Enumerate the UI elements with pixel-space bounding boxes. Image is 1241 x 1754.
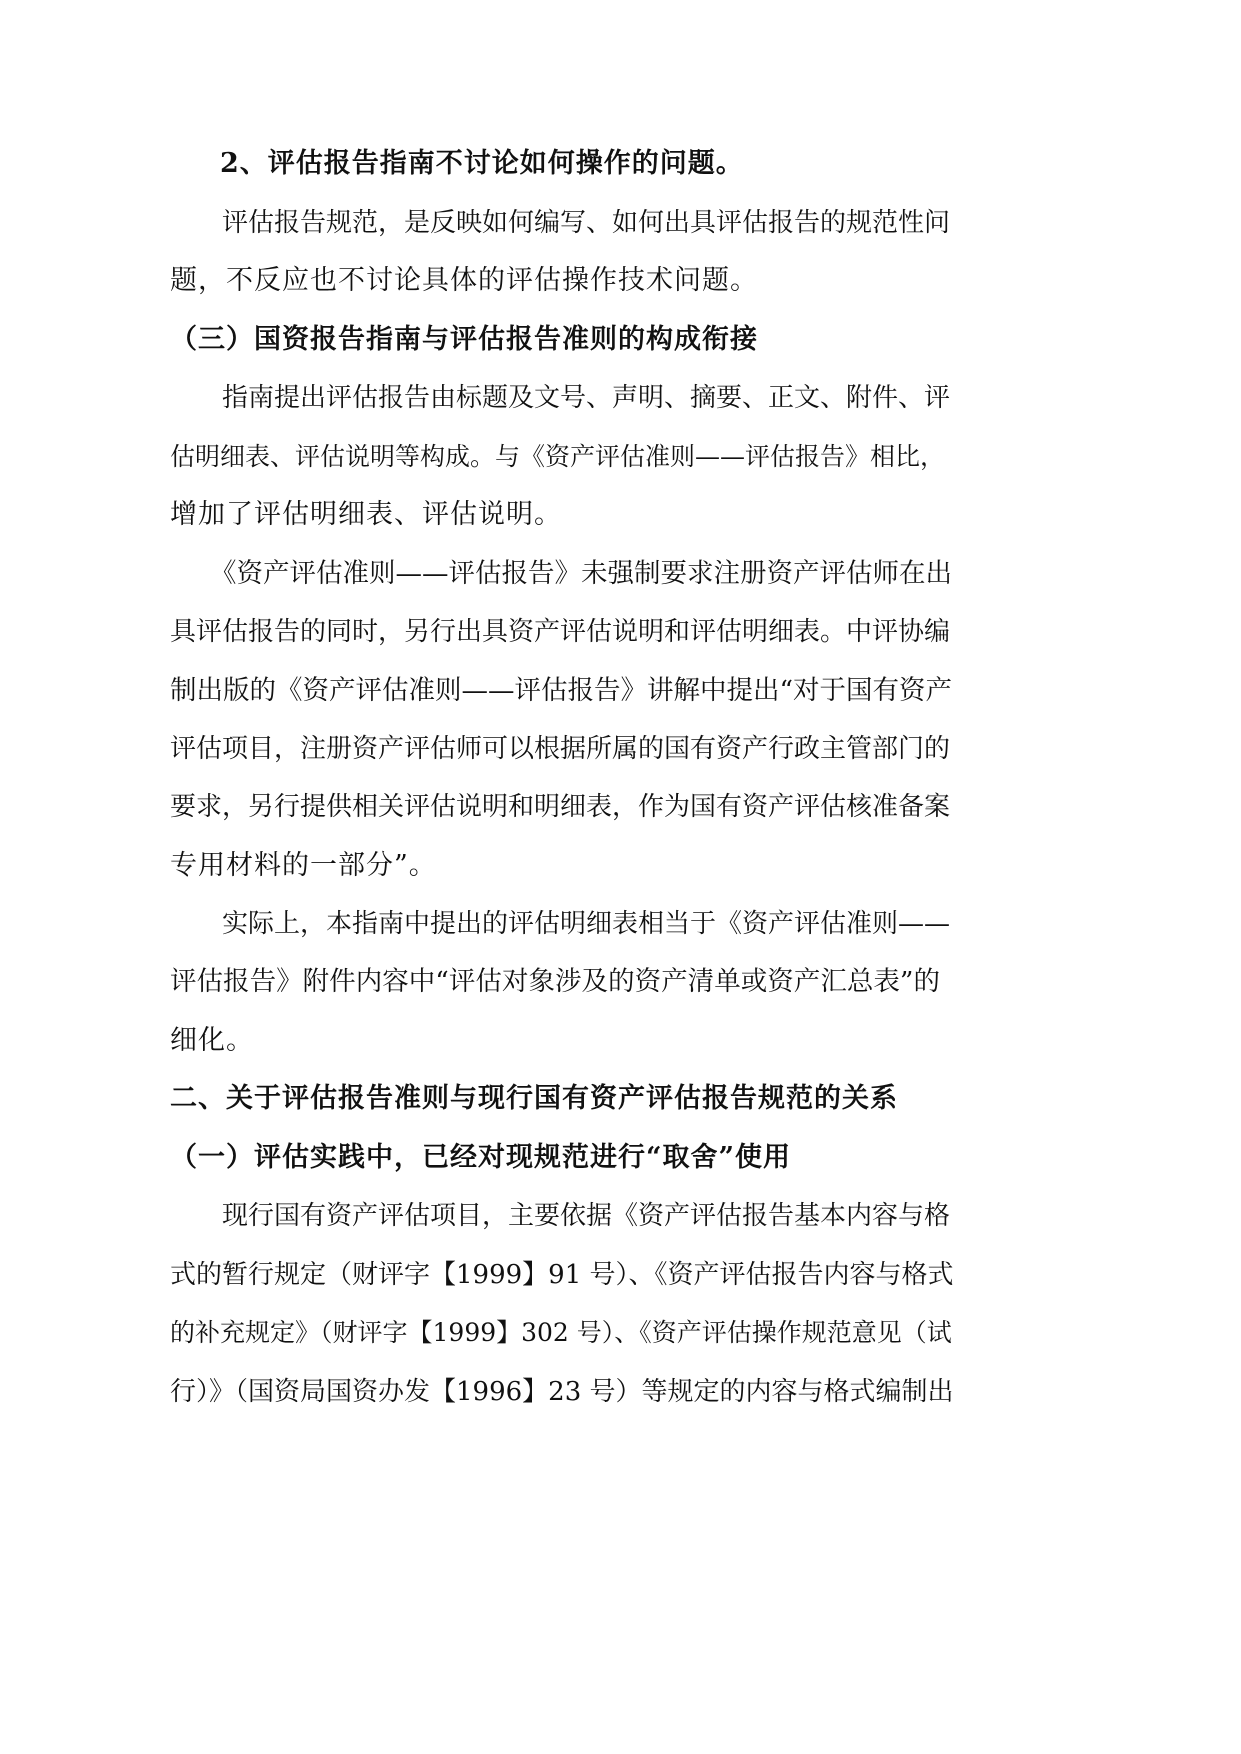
paragraph-1-line-2: 题，不反应也不讨论具体的评估操作技术问题。 xyxy=(170,265,758,296)
heading-item-2: 2、评估报告指南不讨论如何操作的问题。 xyxy=(220,148,744,179)
paragraph-2-line-3: 增加了评估明细表、评估说明。 xyxy=(170,499,562,530)
paragraph-5-line-4: 行）》（国资局国资办发【1996】23 号）等规定的内容与格式编制出 xyxy=(170,1377,954,1407)
paragraph-5-line-1: 现行国有资产评估项目，主要依据《资产评估报告基本内容与格 xyxy=(222,1201,951,1231)
paragraph-4-line-1: 实际上，本指南中提出的评估明细表相当于《资产评估准则—— xyxy=(222,909,951,939)
paragraph-1-line-1: 评估报告规范，是反映如何编写、如何出具评估报告的规范性问 xyxy=(222,208,951,238)
paragraph-3-line-2: 具评估报告的同时，另行出具资产评估说明和评估明细表。中评协编 xyxy=(170,617,951,647)
paragraph-4-line-3: 细化。 xyxy=(170,1025,254,1056)
paragraph-2-line-1: 指南提出评估报告由标题及文号、声明、摘要、正文、附件、评 xyxy=(222,383,951,413)
section-2-title: 二、关于评估报告准则与现行国有资产评估报告规范的关系 xyxy=(170,1083,898,1114)
paragraph-3-line-5: 要求，另行提供相关评估说明和明细表，作为国有资产评估核准备案 xyxy=(170,792,951,822)
paragraph-5-line-2: 式的暂行规定（财评字【1999】91 号）、《资产评估报告内容与格式 xyxy=(170,1260,954,1290)
paragraph-3-line-6: 专用材料的一部分”。 xyxy=(170,850,437,881)
section-heading-3: （三）国资报告指南与评估报告准则的构成衔接 xyxy=(170,324,758,355)
paragraph-3-line-4: 评估项目，注册资产评估师可以根据所属的国有资产行政主管部门的 xyxy=(170,734,951,764)
paragraph-2-line-2: 估明细表、评估说明等构成。与《资产评估准则——评估报告》相比， xyxy=(170,442,946,471)
paragraph-5-line-3: 的补充规定》（财评字【1999】302 号）、《资产评估操作规范意见（试 xyxy=(170,1318,952,1347)
paragraph-3-line-3: 制出版的《资产评估准则——评估报告》讲解中提出“对于国有资产 xyxy=(170,675,953,706)
paragraph-4-line-2: 评估报告》附件内容中“评估对象涉及的资产清单或资产汇总表”的 xyxy=(170,966,940,997)
section-heading-1: （一）评估实践中，已经对现规范进行“取舍”使用 xyxy=(170,1142,792,1173)
paragraph-3-line-1: 《资产评估准则——评估报告》未强制要求注册资产评估师在出 xyxy=(210,558,952,589)
